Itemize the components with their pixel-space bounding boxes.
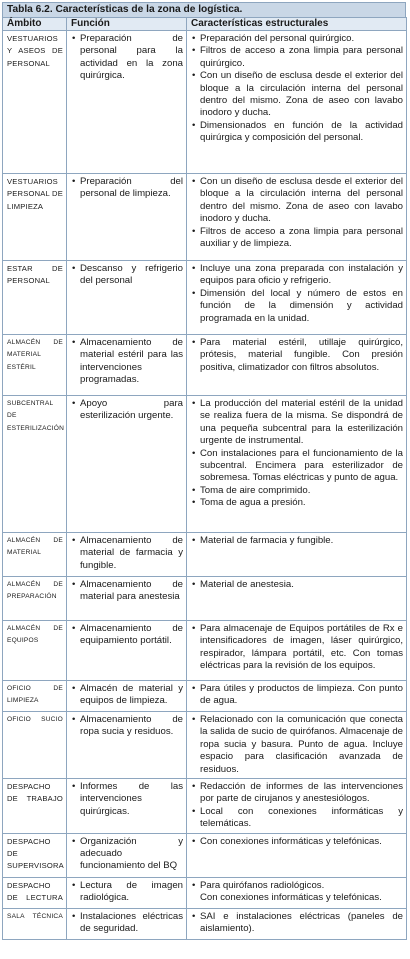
ambito-cell: ALMACÉN DE MATERIAL (3, 533, 67, 577)
table-row (3, 261, 407, 335)
caracteristicas-cell (187, 779, 407, 834)
table-row (3, 681, 407, 712)
ambito-cell: ESTAR DE PERSONAL (3, 261, 67, 335)
caracteristica-item: • Material de farmacia y fungible. (191, 535, 403, 547)
funcion-item: • Informes de las intervenciones quirúrgicas. (71, 781, 183, 818)
caracteristica-item: • Filtros de acceso a zona limpia para personal quirúrgico. (191, 45, 403, 70)
caracteristica-item: • Para quirófanos radiológicos. (191, 880, 403, 892)
caracteristica-item: • Preparación del personal quirúrgico. (191, 33, 403, 45)
table-title: Tabla 6.2. Características de la zona de logística. (2, 2, 406, 17)
caracteristica-item: • Toma de agua a presión. (191, 497, 403, 509)
funcion-cell (67, 335, 187, 396)
ambito-cell: SUBCENTRAL DE ESTERILIZACIÓN (3, 396, 67, 533)
ambito-cell: DESPACHO DE LECTURA (3, 877, 67, 908)
funcion-cell (67, 621, 187, 681)
table-row (3, 31, 407, 174)
funcion-item: • Lectura de imagen radiológica. (71, 880, 183, 905)
caracteristicas-cell (187, 833, 407, 877)
funcion-cell (67, 396, 187, 533)
funcion-cell (67, 712, 187, 779)
table-row (3, 877, 407, 908)
funcion-cell (67, 779, 187, 834)
table-row (3, 779, 407, 834)
ambito-cell: OFICIO DE LIMPIEZA (3, 681, 67, 712)
ambito-cell: SALA TÉCNICA (3, 908, 67, 939)
table-row (3, 335, 407, 396)
table-row (3, 833, 407, 877)
ambito-cell: VESTUARIOS Y ASEOS DE PERSONAL (3, 31, 67, 174)
caracteristica-item: • Local con conexiones informáticas y telemáticas. (191, 806, 403, 831)
table-row (3, 621, 407, 681)
caracteristica-item: • Con conexiones informáticas y telefónicas. (191, 836, 403, 848)
caracteristicas-cell (187, 908, 407, 939)
funcion-item: • Almacenamiento de material de farmacia y fungible. (71, 535, 183, 572)
funcion-item: • Almacenamiento de material para anestesia (71, 579, 183, 604)
funcion-cell (67, 533, 187, 577)
header-caracteristicas: Características estructurales (187, 18, 407, 31)
caracteristica-continuation: Con conexiones informáticas y telefónicas. (200, 892, 382, 904)
caracteristica-item: • SAI e instalaciones eléctricas (paneles de aislamiento). (191, 911, 403, 936)
document-table-container (2, 2, 406, 940)
caracteristica-item: • Material de anestesia. (191, 579, 403, 591)
funcion-cell (67, 833, 187, 877)
table-row (3, 577, 407, 621)
table-row (3, 396, 407, 533)
caracteristica-item: • Para almacenaje de Equipos portátiles de Rx e intensificadores de imagen, láser quirúrgico, respirador, lámpara portátil, etc. Con tomas eléctricas para la revisión de los equipos. (191, 623, 403, 673)
caracteristica-item: • Dimensión del local y número de estos en función de la dimensión y actividad programada en la unidad. (191, 288, 403, 325)
funcion-cell (67, 681, 187, 712)
caracteristicas-cell (187, 261, 407, 335)
table-row (3, 533, 407, 577)
caracteristica-item: • Con un diseño de esclusa desde el exterior del bloque a la circulación interna del personal dentro del mismo. Zona de aseo con lavabo inodoro y ducha. (191, 70, 403, 120)
funcion-cell (67, 877, 187, 908)
caracteristica-item: • Para útiles y productos de limpieza. Con punto de agua. (191, 683, 403, 708)
funcion-item: • Descanso y refrigerio del personal (71, 263, 183, 288)
caracteristica-item: • Con un diseño de esclusa desde el exterior del bloque a la circulación interna del personal dentro del mismo. Zona de aseo con lavabo inodoro y ducha. (191, 176, 403, 226)
funcion-item: • Instalaciones eléctricas de seguridad. (71, 911, 183, 936)
ambito-cell: VESTUARIOS PERSONAL DE LIMPIEZA (3, 174, 67, 261)
caracteristica-item: • Para material estéril, utillaje quirúrgico, prótesis, material fungible. Con presión positiva, climatizador con filtros absolutos. (191, 337, 403, 374)
caracteristicas-cell (187, 335, 407, 396)
caracteristicas-cell (187, 712, 407, 779)
funcion-item: • Almacenamiento de equipamiento portátil. (71, 623, 183, 648)
table-row (3, 174, 407, 261)
caracteristicas-cell (187, 31, 407, 174)
caracteristica-item: • Con instalaciones para el funcionamiento de la subcentral. Encimera para esterilizador de sobremesa. Tomas eléctricas y punto de agua. (191, 448, 403, 485)
caracteristica-item: • Redacción de informes de las intervenciones por parte de cirujanos y anestesiólogos. (191, 781, 403, 806)
caracteristicas-cell (187, 681, 407, 712)
caracteristicas-cell (187, 533, 407, 577)
caracteristica-item: • Filtros de acceso a zona limpia para personal auxiliar y de limpieza. (191, 226, 403, 251)
funcion-item: • Organización y adecuado funcionamiento del BQ (71, 836, 183, 873)
funcion-cell (67, 31, 187, 174)
funcion-item: • Almacenamiento de ropa sucia y residuos. (71, 714, 183, 739)
ambito-cell: DESPACHO DE SUPERVISORA (3, 833, 67, 877)
funcion-item: • Almacén de material y equipos de limpieza. (71, 683, 183, 708)
table-header-row (3, 18, 407, 31)
ambito-cell: OFICIO SUCIO (3, 712, 67, 779)
caracteristica-item: • Toma de aire comprimido. (191, 485, 403, 497)
caracteristicas-cell (187, 396, 407, 533)
header-ambito: Ámbito (3, 18, 67, 31)
ambito-cell: DESPACHO DE TRABAJO (3, 779, 67, 834)
header-funcion: Función (67, 18, 187, 31)
caracteristica-item: • Relacionado con la comunicación que conecta la salida de sucio de quirófanos. Almacenaje de ropa sucia y basura. Punto de agua. Incluye espacio para clasificación avanzada de residuos. (191, 714, 403, 776)
caracteristicas-cell (187, 621, 407, 681)
ambito-cell: ALMACÉN DE EQUIPOS (3, 621, 67, 681)
ambito-cell: ALMACÉN DE PREPARACIÓN (3, 577, 67, 621)
caracteristicas-cell (187, 877, 407, 908)
funcion-item: • Almacenamiento de material estéril para las intervenciones programadas. (71, 337, 183, 387)
funcion-item: • Apoyo para esterilización urgente. (71, 398, 183, 423)
caracteristica-item: • La producción del material estéril de la unidad se realiza fuera de la misma. Se dispondrá de una pequeña subcentral para la esterilización urgente de instrumental. (191, 398, 403, 448)
ambito-cell: ALMACÉN DE MATERIAL ESTÉRIL (3, 335, 67, 396)
caracteristica-item: • Incluye una zona preparada con instalación y equipos para oficio y refrigerio. (191, 263, 403, 288)
logistics-zone-table (2, 17, 407, 940)
table-row (3, 908, 407, 939)
caracteristicas-cell (187, 174, 407, 261)
funcion-item: • Preparación del personal de limpieza. (71, 176, 183, 201)
caracteristica-item: • Dimensionados en función de la actividad quirúrgica y composición del personal. (191, 120, 403, 145)
funcion-cell (67, 261, 187, 335)
funcion-cell (67, 577, 187, 621)
funcion-cell (67, 174, 187, 261)
funcion-item: • Preparación de personal para la actividad en la zona quirúrgica. (71, 33, 183, 83)
funcion-cell (67, 908, 187, 939)
caracteristicas-cell (187, 577, 407, 621)
table-row (3, 712, 407, 779)
